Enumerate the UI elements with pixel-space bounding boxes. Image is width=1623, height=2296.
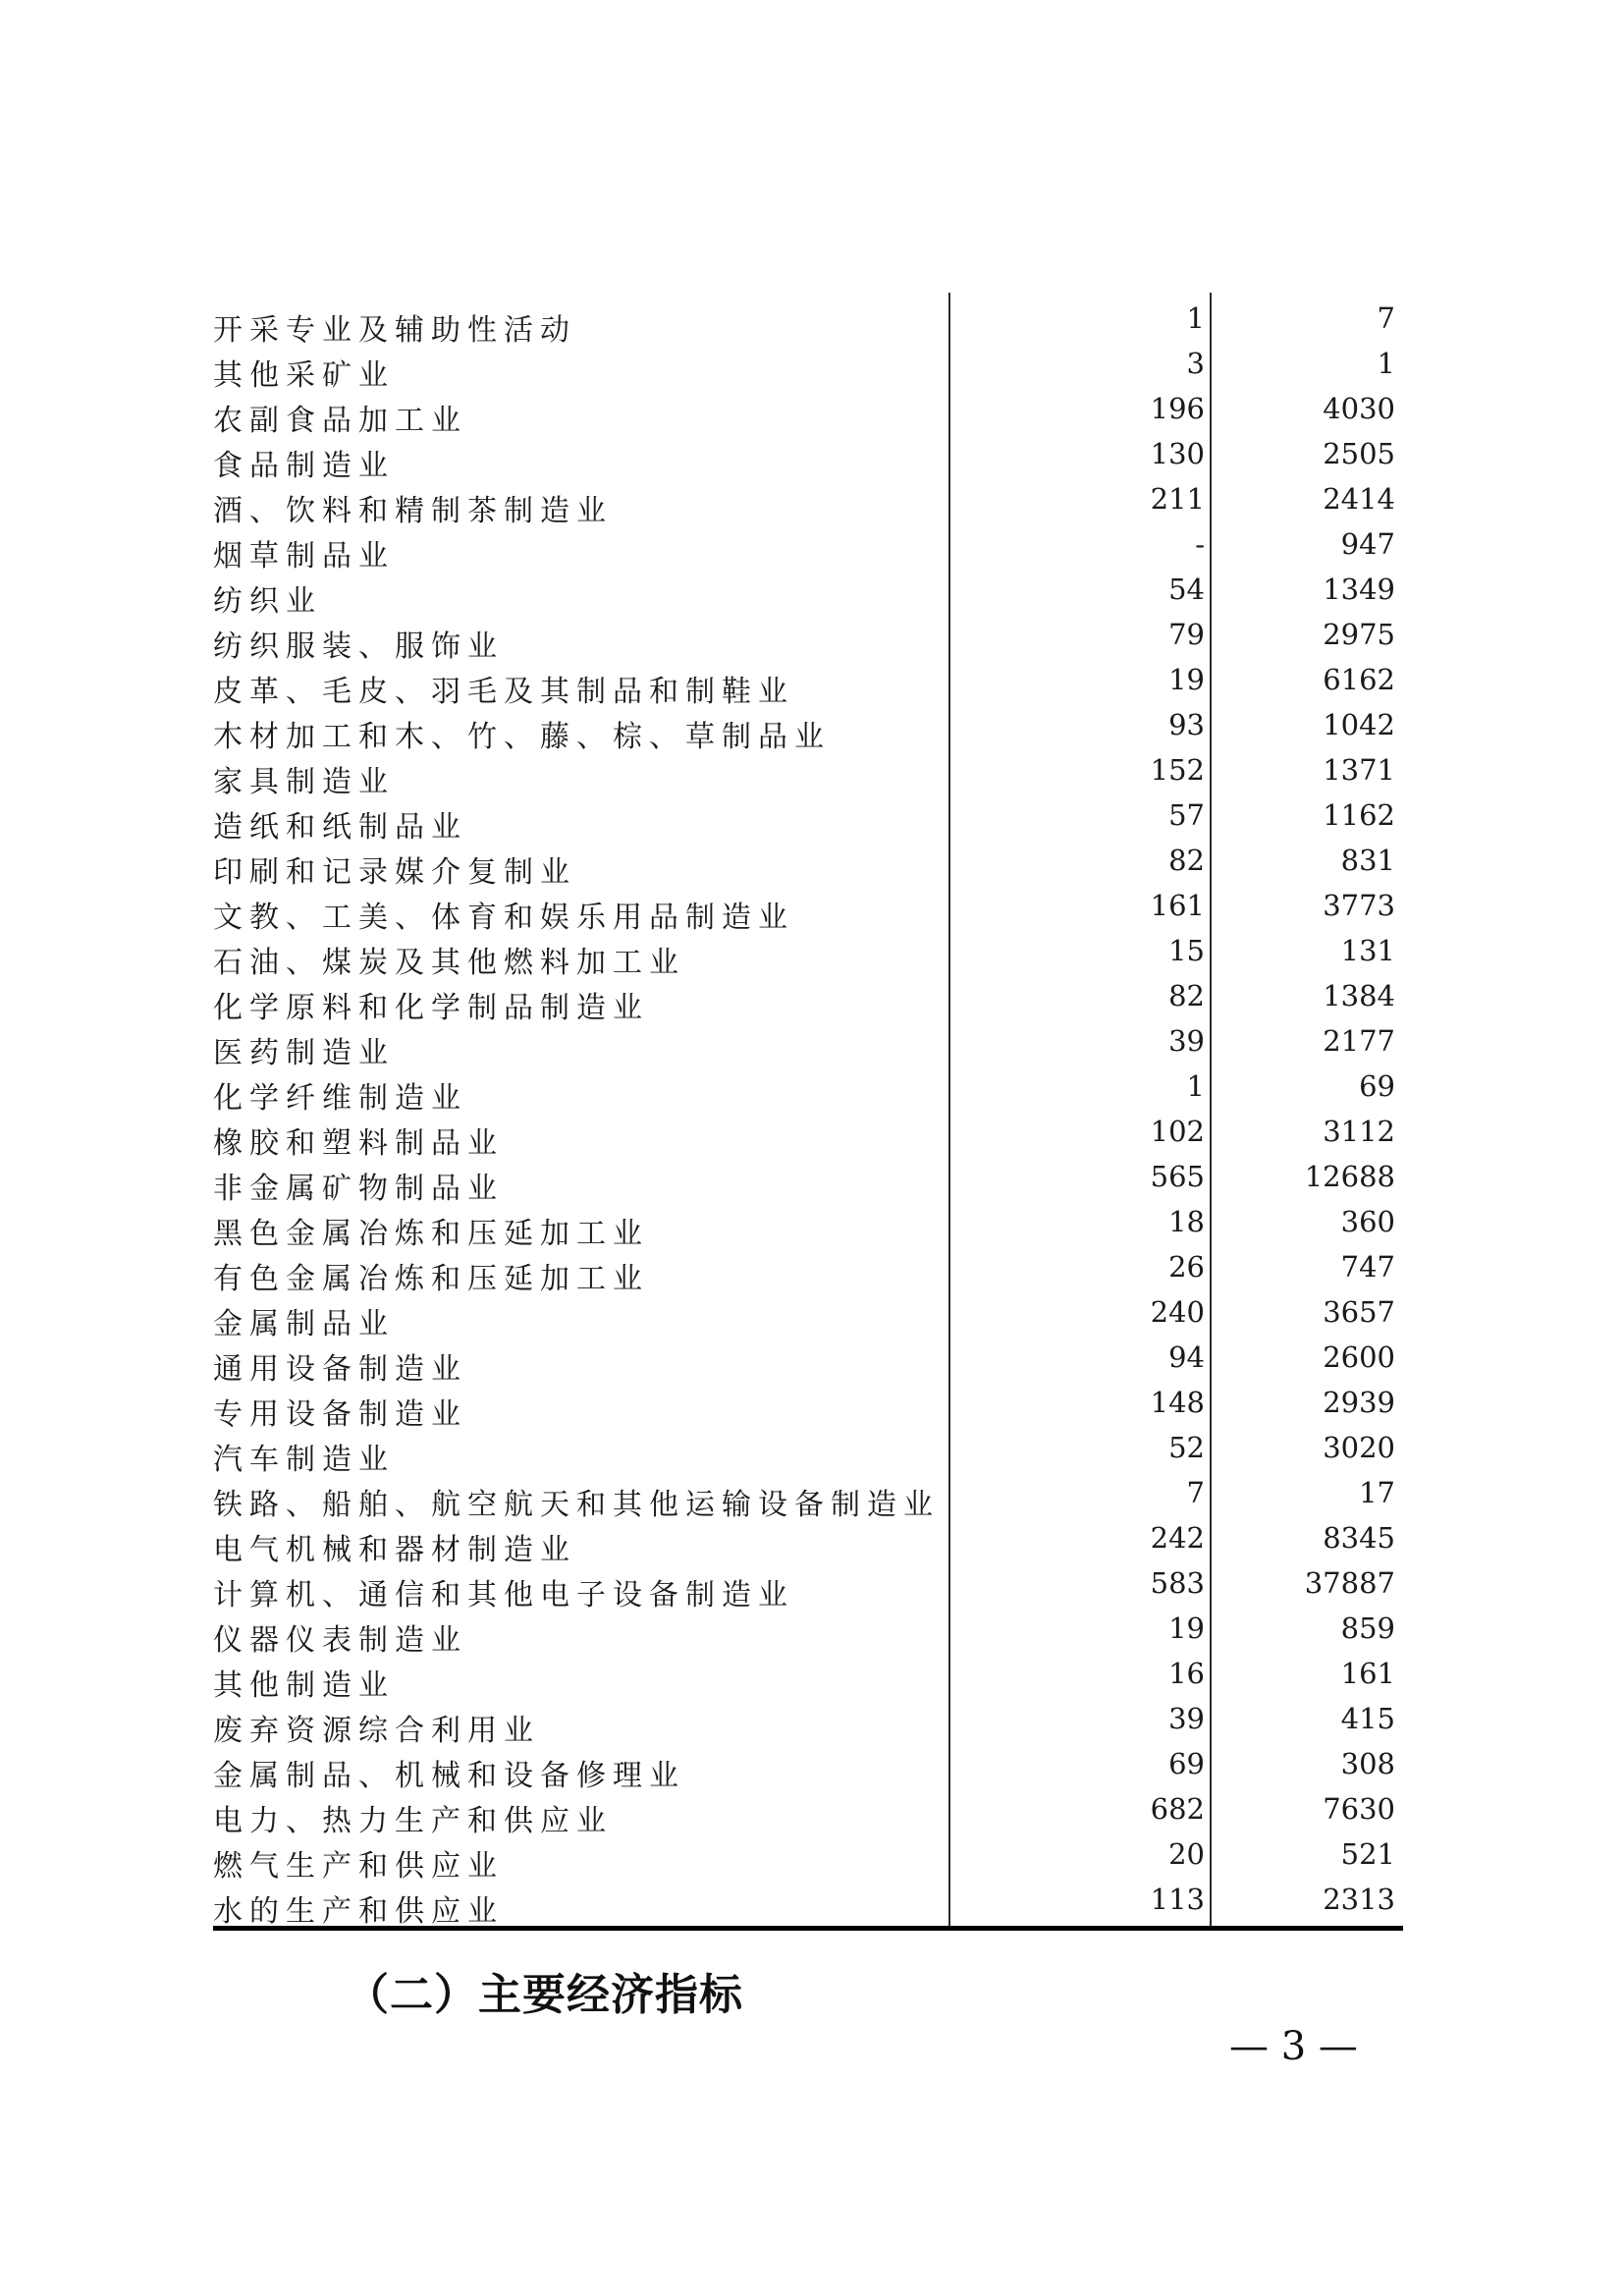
col2-value: 2975 bbox=[1323, 618, 1395, 651]
col1-value: 113 bbox=[1150, 1883, 1205, 1916]
industry-label: 开采专业及辅助性活动 bbox=[213, 313, 576, 348]
industry-label: 专用设备制造业 bbox=[213, 1397, 467, 1432]
col1-value: 1 bbox=[1186, 301, 1205, 335]
col2-value: 7 bbox=[1377, 301, 1395, 335]
col1-value: 82 bbox=[1168, 979, 1205, 1012]
industry-label: 黑色金属冶炼和压延加工业 bbox=[213, 1217, 649, 1251]
col2-value: 1162 bbox=[1323, 798, 1395, 832]
industry-label: 食品制造业 bbox=[213, 449, 395, 483]
industry-label: 通用设备制造业 bbox=[213, 1352, 467, 1387]
col2-value: 161 bbox=[1340, 1657, 1395, 1690]
industry-statistics-table bbox=[213, 300, 1403, 1931]
table-row bbox=[213, 1203, 1403, 1251]
col1-value: 54 bbox=[1168, 573, 1205, 606]
industry-label: 金属制品、机械和设备修理业 bbox=[213, 1759, 685, 1793]
col2-value: 131 bbox=[1340, 934, 1395, 967]
industry-label: 计算机、通信和其他电子设备制造业 bbox=[213, 1578, 794, 1613]
table-row bbox=[213, 1519, 1403, 1567]
industry-label: 有色金属冶炼和压延加工业 bbox=[213, 1262, 649, 1296]
industry-label: 纺织业 bbox=[213, 584, 322, 619]
col1-value: 52 bbox=[1168, 1431, 1205, 1464]
col2-value: 3020 bbox=[1323, 1431, 1395, 1464]
col2-value: 2505 bbox=[1323, 437, 1395, 470]
col2-value: 947 bbox=[1340, 527, 1395, 561]
col1-value: 26 bbox=[1168, 1250, 1205, 1284]
table-row bbox=[213, 1881, 1403, 1929]
col1-value: 20 bbox=[1168, 1837, 1205, 1871]
table-row bbox=[213, 1339, 1403, 1387]
col2-value: 2939 bbox=[1323, 1386, 1395, 1419]
table-row bbox=[213, 932, 1403, 980]
col2-value: 747 bbox=[1340, 1250, 1395, 1284]
table-row bbox=[213, 1700, 1403, 1748]
col2-value: 7630 bbox=[1323, 1792, 1395, 1826]
col2-value: 360 bbox=[1340, 1205, 1395, 1238]
col1-value: 211 bbox=[1150, 482, 1205, 516]
industry-label: 酒、饮料和精制茶制造业 bbox=[213, 494, 613, 528]
col1-value: 94 bbox=[1168, 1340, 1205, 1374]
col1-value: 19 bbox=[1168, 663, 1205, 696]
col1-value: 161 bbox=[1150, 889, 1205, 922]
industry-label: 化学纤维制造业 bbox=[213, 1081, 467, 1116]
col1-value: 1 bbox=[1186, 1069, 1205, 1103]
col1-value: 69 bbox=[1168, 1747, 1205, 1780]
page-number: — 3 — bbox=[1229, 2024, 1358, 2069]
industry-label: 烟草制品业 bbox=[213, 539, 395, 574]
col1-value: 152 bbox=[1150, 753, 1205, 787]
col1-value: 18 bbox=[1168, 1205, 1205, 1238]
table-row bbox=[213, 1384, 1403, 1432]
table-row bbox=[213, 1248, 1403, 1296]
industry-label: 电力、热力生产和供应业 bbox=[213, 1804, 613, 1838]
col2-value: 859 bbox=[1340, 1612, 1395, 1645]
industry-label: 石油、煤炭及其他燃料加工业 bbox=[213, 946, 685, 980]
table-row bbox=[213, 345, 1403, 393]
col2-value: 2313 bbox=[1323, 1883, 1395, 1916]
industry-label: 文教、工美、体育和娱乐用品制造业 bbox=[213, 901, 794, 935]
table-row bbox=[213, 1745, 1403, 1793]
col1-value: 3 bbox=[1186, 347, 1205, 380]
col1-value: 82 bbox=[1168, 844, 1205, 877]
col2-value: 12688 bbox=[1304, 1160, 1395, 1193]
col1-value: 19 bbox=[1168, 1612, 1205, 1645]
table-row bbox=[213, 300, 1403, 348]
col2-value: 69 bbox=[1359, 1069, 1395, 1103]
col2-value: 6162 bbox=[1323, 663, 1395, 696]
table-row bbox=[213, 1610, 1403, 1658]
col2-value: 2600 bbox=[1323, 1340, 1395, 1374]
col2-value: 8345 bbox=[1323, 1521, 1395, 1555]
industry-label: 木材加工和木、竹、藤、棕、草制品业 bbox=[213, 720, 831, 754]
industry-label: 造纸和纸制品业 bbox=[213, 810, 467, 845]
table-rows bbox=[213, 300, 1403, 1929]
table-column-rule-2 bbox=[1210, 293, 1212, 1926]
col1-value: 565 bbox=[1150, 1160, 1205, 1193]
table-row bbox=[213, 1835, 1403, 1884]
industry-label: 燃气生产和供应业 bbox=[213, 1849, 504, 1884]
col2-value: 37887 bbox=[1304, 1566, 1395, 1600]
industry-label: 其他制造业 bbox=[213, 1668, 395, 1703]
industry-label: 橡胶和塑料制品业 bbox=[213, 1126, 504, 1161]
table-row bbox=[213, 706, 1403, 754]
col2-value: 1384 bbox=[1323, 979, 1395, 1012]
table-row bbox=[213, 977, 1403, 1025]
col2-value: 415 bbox=[1340, 1702, 1395, 1735]
col2-value: 521 bbox=[1340, 1837, 1395, 1871]
section-heading: （二）主要经济指标 bbox=[346, 1970, 743, 2020]
col2-value: 1371 bbox=[1323, 753, 1395, 787]
col1-value: 130 bbox=[1150, 437, 1205, 470]
col2-value: 1 bbox=[1377, 347, 1395, 380]
industry-label: 汽车制造业 bbox=[213, 1443, 395, 1477]
col1-value: 57 bbox=[1168, 798, 1205, 832]
table-row bbox=[213, 1113, 1403, 1161]
industry-label: 农副食品加工业 bbox=[213, 404, 467, 438]
table-row bbox=[213, 1790, 1403, 1838]
table-row bbox=[213, 796, 1403, 845]
col2-value: 3773 bbox=[1323, 889, 1395, 922]
col1-value: 196 bbox=[1150, 392, 1205, 425]
col2-value: 308 bbox=[1340, 1747, 1395, 1780]
table-row bbox=[213, 525, 1403, 574]
table-row bbox=[213, 842, 1403, 890]
col2-value: 2414 bbox=[1323, 482, 1395, 516]
table-row bbox=[213, 1022, 1403, 1070]
industry-label: 废弃资源综合利用业 bbox=[213, 1714, 540, 1748]
table-row bbox=[213, 661, 1403, 709]
col2-value: 4030 bbox=[1323, 392, 1395, 425]
table-row bbox=[213, 1158, 1403, 1206]
col1-value: 240 bbox=[1150, 1295, 1205, 1329]
table-row bbox=[213, 1429, 1403, 1477]
table-row bbox=[213, 390, 1403, 438]
industry-label: 印刷和记录媒介复制业 bbox=[213, 855, 576, 890]
table-row bbox=[213, 887, 1403, 935]
industry-label: 电气机械和器材制造业 bbox=[213, 1533, 576, 1567]
industry-label: 仪器仪表制造业 bbox=[213, 1623, 467, 1658]
col1-value: 93 bbox=[1168, 708, 1205, 741]
table-row bbox=[213, 435, 1403, 483]
table-row bbox=[213, 1655, 1403, 1703]
industry-label: 纺织服装、服饰业 bbox=[213, 629, 504, 664]
col1-value: 16 bbox=[1168, 1657, 1205, 1690]
col1-value: 682 bbox=[1150, 1792, 1205, 1826]
col2-value: 3657 bbox=[1323, 1295, 1395, 1329]
col1-value: 79 bbox=[1168, 618, 1205, 651]
col1-value: 15 bbox=[1168, 934, 1205, 967]
industry-label: 非金属矿物制品业 bbox=[213, 1172, 504, 1206]
industry-label: 铁路、船舶、航空航天和其他运输设备制造业 bbox=[213, 1488, 940, 1522]
table-row bbox=[213, 1293, 1403, 1339]
col1-value: 39 bbox=[1168, 1024, 1205, 1058]
col2-value: 1042 bbox=[1323, 708, 1395, 741]
table-column-rule-1 bbox=[948, 293, 950, 1926]
col1-value: 7 bbox=[1186, 1476, 1205, 1509]
table-row bbox=[213, 1067, 1403, 1116]
table-row bbox=[213, 1474, 1403, 1522]
industry-label: 化学原料和化学制品制造业 bbox=[213, 991, 649, 1025]
industry-label: 皮革、毛皮、羽毛及其制品和制鞋业 bbox=[213, 675, 794, 709]
table-row bbox=[213, 1564, 1403, 1613]
table-row bbox=[213, 751, 1403, 799]
table-row bbox=[213, 616, 1403, 664]
industry-label: 水的生产和供应业 bbox=[213, 1894, 504, 1929]
industry-label: 金属制品业 bbox=[213, 1307, 395, 1341]
industry-label: 其他采矿业 bbox=[213, 358, 395, 393]
industry-label: 医药制造业 bbox=[213, 1036, 395, 1070]
table-row bbox=[213, 480, 1403, 528]
col1-value: 102 bbox=[1150, 1115, 1205, 1148]
col2-value: 831 bbox=[1340, 844, 1395, 877]
col1-value: - bbox=[1195, 527, 1205, 561]
col2-value: 1349 bbox=[1323, 573, 1395, 606]
col1-value: 583 bbox=[1150, 1566, 1205, 1600]
col1-value: 242 bbox=[1150, 1521, 1205, 1555]
col2-value: 17 bbox=[1359, 1476, 1395, 1509]
col2-value: 3112 bbox=[1323, 1115, 1395, 1148]
col2-value: 2177 bbox=[1323, 1024, 1395, 1058]
industry-label: 家具制造业 bbox=[213, 765, 395, 799]
col1-value: 39 bbox=[1168, 1702, 1205, 1735]
table-row bbox=[213, 571, 1403, 619]
col1-value: 148 bbox=[1150, 1386, 1205, 1419]
